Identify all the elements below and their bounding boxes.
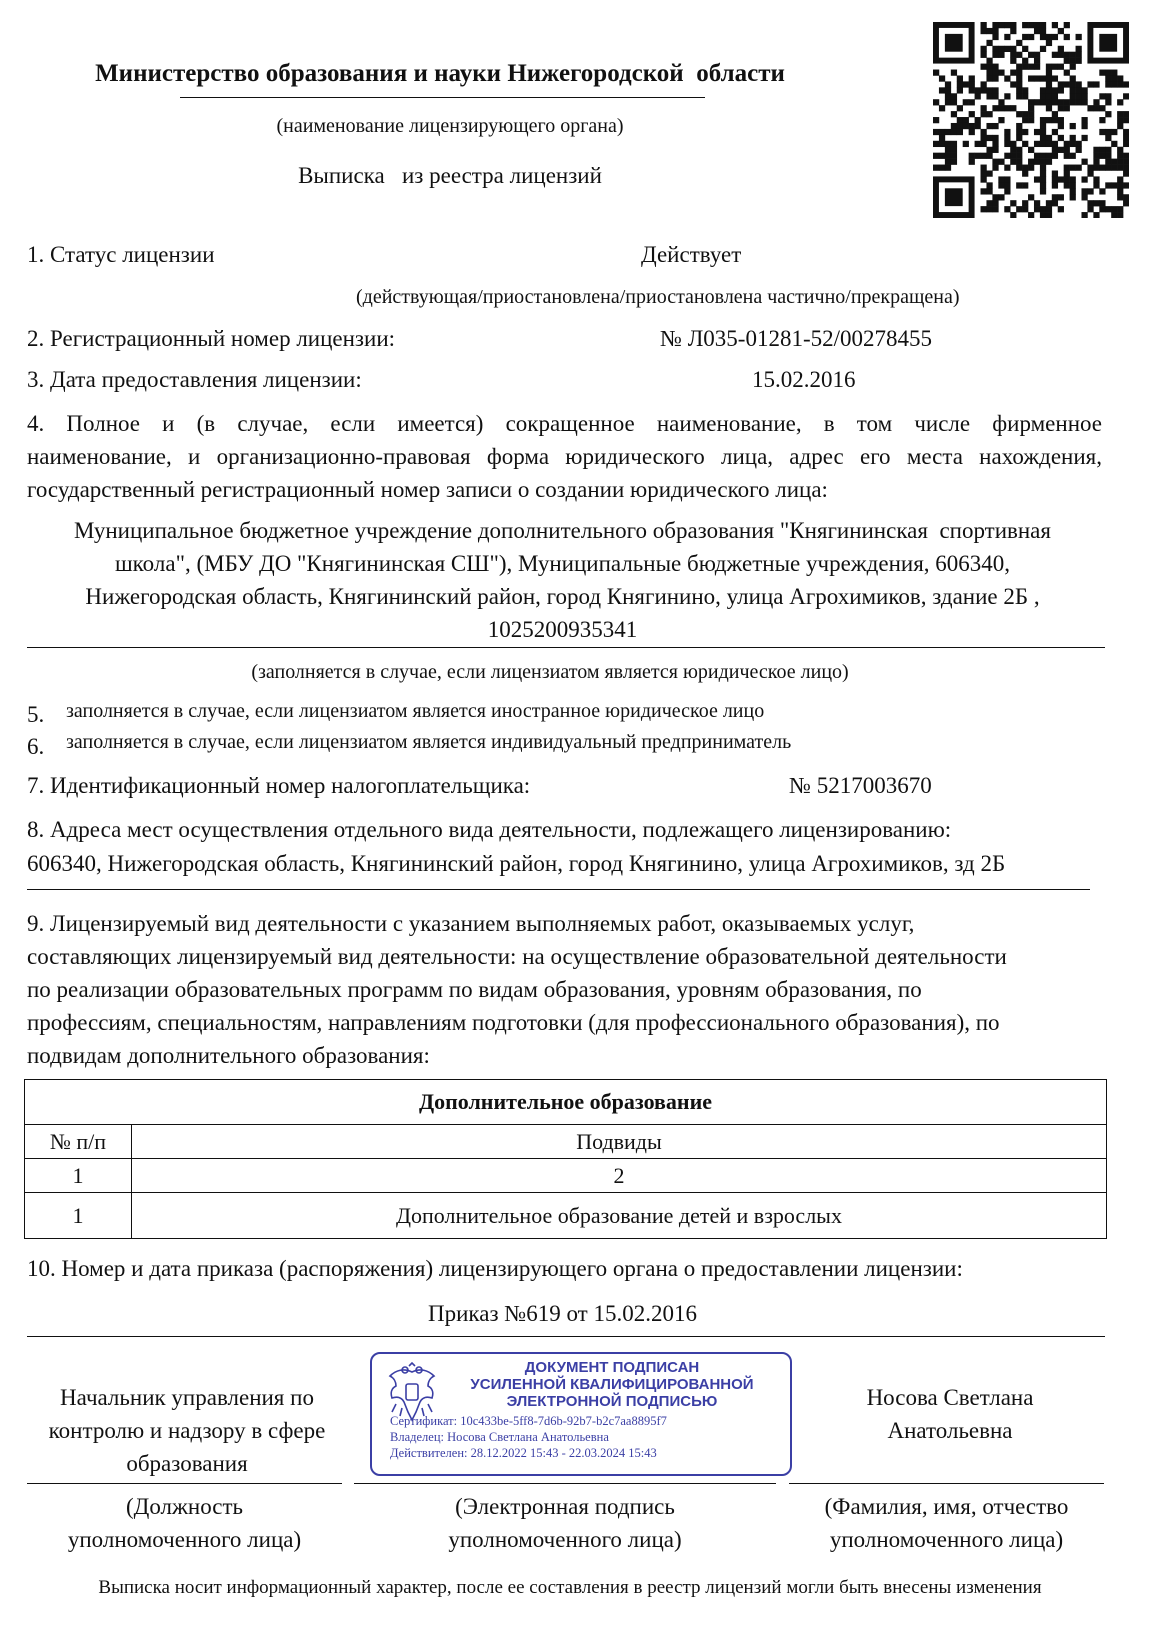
item5-text: заполняется в случае, если лицензиатом является иностранное юридическое лицо [66, 700, 765, 722]
stamp-heading: ЭЛЕКТРОННОЙ ПОДПИСЬЮ [506, 1393, 718, 1410]
signer-name-line: Носова Светлана [866, 1385, 1034, 1410]
item9-line: по реализации образовательных программ по видам образования, уровням образования, по [27, 977, 922, 1002]
item4-line: 4. Полное и (в случае, если имеется) сокращенное наименование, в том числе фирменное [27, 411, 1102, 436]
registration-number-value: № Л035-01281-52/00278455 [660, 326, 933, 351]
stamp-heading: УСИЛЕННОЙ КВАЛИФИЦИРОВАННОЙ [470, 1376, 754, 1393]
caption-line: уполномоченного лица) [829, 1527, 1064, 1552]
legal-entity-line: 1025200935341 [487, 617, 638, 642]
caption-line: (Электронная подпись [455, 1494, 675, 1519]
item6-number: 6. [27, 734, 45, 759]
signer-position-line: Начальник управления по [60, 1385, 314, 1410]
col-number-cell: 2 [132, 1159, 1107, 1193]
license-status-caption: (действующая/приостановлена/приостановлена частично/прекращена) [356, 286, 960, 308]
position-caption [27, 1490, 342, 1556]
license-status-value: Действует [641, 242, 742, 267]
item6-text: заполняется в случае, если лицензиатом является индивидуальный предприниматель [66, 731, 792, 753]
row-num: 1 [25, 1193, 132, 1239]
name-caption [789, 1490, 1104, 1556]
item4-line: государственный регистрационный номер записи о создании юридического лица: [27, 477, 828, 502]
signer-position-line: контролю и надзору в сфере [48, 1418, 326, 1443]
license-date-value: 15.02.2016 [752, 367, 856, 392]
caption-line: (Должность [125, 1494, 244, 1519]
stamp-validity: Действителен: 28.12.2022 15:43 - 22.03.2024 15:43 [390, 1446, 657, 1460]
inn-label: 7. Идентификационный номер налогоплательщика: [27, 773, 531, 798]
position-underline [27, 1483, 342, 1484]
authority-name: Министерство образования и науки Нижегородской области [95, 60, 785, 87]
item9-line: составляющих лицензируемый вид деятельности: на осуществление образовательной деятельности [27, 944, 1007, 969]
signer-position-line: образования [126, 1451, 248, 1476]
activity-address-underline [27, 889, 1090, 890]
stamp-heading: ДОКУМЕНТ ПОДПИСАН [524, 1359, 700, 1376]
order-label: 10. Номер и дата приказа (распоряжения) лицензирующего органа о предоставлении лицензии: [27, 1256, 963, 1281]
activity-address-label: 8. Адреса мест осуществления отдельного вида деятельности, подлежащего лицензированию: [27, 817, 952, 842]
activity-address-value: 606340, Нижегородская область, Княгининский район, город Княгинино, улица Агрохимиков, зд 2Б [27, 851, 1006, 876]
order-underline [27, 1336, 1105, 1337]
item9-line: 9. Лицензируемый вид деятельности с указанием выполняемых работ, оказываемых услуг, [27, 911, 915, 936]
footer-note: Выписка носит информационный характер, после ее составления в реестр лицензий могли быть внесены изменения [98, 1577, 1042, 1598]
order-value: Приказ №619 от 15.02.2016 [428, 1301, 697, 1326]
registration-number-label: 2. Регистрационный номер лицензии: [27, 326, 396, 351]
inn-value: № 5217003670 [789, 773, 932, 798]
stamp-certificate: Сертификат: 10c433be-5ff8-7d6b-92b7-b2c7aa8895f7 [390, 1414, 667, 1428]
legal-entity-line: школа", (МБУ ДО "Княгининская СШ"), Муниципальные бюджетные учреждения, 606340, [114, 551, 1011, 576]
signature-underline [354, 1483, 776, 1484]
legal-entity-line: Нижегородская область, Княгининский район, город Княгинино, улица Агрохимиков, здание 2Б , [85, 584, 1040, 609]
stamp-owner: Владелец: Носова Светлана Анатольевна [390, 1430, 609, 1444]
item4-line: наименование, и организационно-правовая форма юридического лица, адрес его места нахождения, [27, 444, 1102, 469]
activities-table [24, 1079, 1107, 1239]
table-title: Дополнительное образование [25, 1080, 1107, 1125]
legal-entity-underline [27, 647, 1105, 648]
signer-position [22, 1381, 352, 1480]
table-row [25, 1193, 1107, 1239]
legal-entity-value [20, 514, 1105, 646]
item9-line: профессиям, специальностям, направлениям подготовки (для профессионального образования), по [27, 1010, 1000, 1035]
row-kind: Дополнительное образование детей и взрослых [132, 1193, 1107, 1239]
license-date-label: 3. Дата предоставления лицензии: [27, 367, 362, 392]
item5-number: 5. [27, 702, 45, 727]
document-title: Выписка из реестра лицензий [298, 163, 602, 188]
legal-entity-caption: (заполняется в случае, если лицензиатом является юридическое лицо) [251, 661, 849, 683]
authority-underline [180, 97, 705, 98]
item4-heading [27, 407, 1102, 506]
caption-line: (Фамилия, имя, отчество [824, 1494, 1069, 1519]
col-kind-header: Подвиды [132, 1125, 1107, 1159]
col-num-header: № п/п [25, 1125, 132, 1159]
name-underline [789, 1483, 1104, 1484]
signer-name-line: Анатольевна [887, 1418, 1013, 1443]
signature-caption [354, 1490, 776, 1556]
caption-line: уполномоченного лица) [448, 1527, 682, 1552]
col-number-cell: 1 [25, 1159, 132, 1193]
electronic-signature-stamp [370, 1352, 792, 1476]
qr-code [933, 22, 1129, 218]
licensed-activity-description [27, 907, 1097, 1072]
item9-line: подвидам дополнительного образования: [27, 1043, 430, 1068]
authority-caption: (наименование лицензирующего органа) [276, 115, 624, 137]
signer-name [800, 1381, 1100, 1447]
caption-line: уполномоченного лица) [67, 1527, 302, 1552]
license-status-label: 1. Статус лицензии [27, 242, 215, 267]
legal-entity-line: Муниципальное бюджетное учреждение дополнительного образования "Княгининская спортивная [74, 518, 1051, 543]
